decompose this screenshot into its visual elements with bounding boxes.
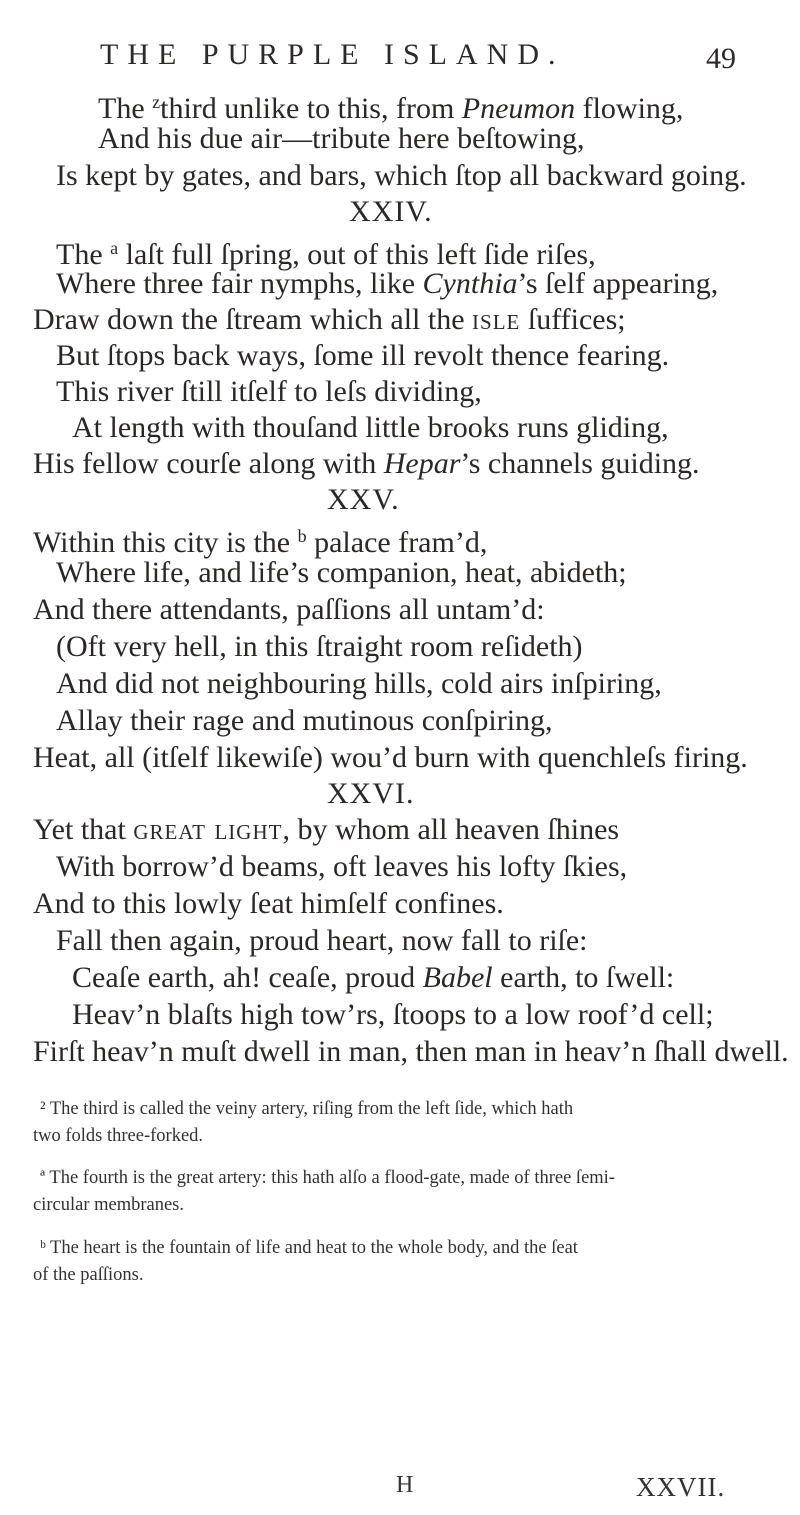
verse-line: Heav’n blaſts high tow’rs, ſtoops to a low roof’d cell;: [72, 998, 714, 1031]
footnote: of the paſſions.: [33, 1265, 144, 1285]
small-caps-word: isle: [472, 303, 521, 336]
proper-name: Hepar: [383, 447, 461, 480]
verse-line: And to this lowly ſeat himſelf confines.: [33, 887, 504, 920]
footnote-marker: b: [297, 526, 307, 546]
verse-line: But ſtops back ways, ſome ill revolt thence fearing.: [56, 339, 670, 372]
verse-line: Fall then again, proud heart, now fall to riſe:: [56, 924, 588, 957]
stanza-number: XXV.: [327, 483, 400, 516]
verse-line: This river ſtill itſelf to leſs dividing,: [56, 375, 482, 408]
verse-line: Ceaſe earth, ah! ceaſe, proud Babel earth, to ſwell:: [72, 961, 675, 994]
verse-line: The $^a$ laſt full ſpring, out of this left ſide riſes,: [56, 237, 596, 271]
footnote: two folds three-forked.: [33, 1126, 204, 1146]
verse-line: Where three fair nymphs, like Cynthia’s ſelf appearing,: [56, 267, 719, 300]
page-number: 49: [706, 42, 736, 75]
footnote-marker: z: [152, 92, 161, 112]
verse-line: Allay their rage and mutinous conſpiring,: [56, 704, 553, 737]
proper-name: Babel: [422, 961, 493, 994]
verse-line: And did not neighbouring hills, cold airs inſpiring,: [56, 667, 662, 700]
verse-line: Heat, all (itſelf likewiſe) wou’d burn with quenchleſs firing.: [33, 741, 748, 774]
stanza-number: XXIV.: [349, 195, 433, 228]
verse-line: And his due air—tribute here beſtowing,: [98, 122, 585, 155]
verse-line: The $^z$third unlike to this, from Pneumon flowing,: [98, 91, 684, 125]
verse-line: With borrow’d beams, oft leaves his lofty ſkies,: [56, 850, 628, 883]
signature-mark: H: [396, 1472, 414, 1498]
verse-line: Is kept by gates, and bars, which ſtop all backward going.: [56, 159, 747, 192]
small-caps-phrase: great light: [133, 813, 283, 846]
stanza-number: XXVI.: [327, 777, 415, 810]
proper-name: Pneumon: [461, 91, 576, 125]
verse-line: His fellow courſe along with Hepar’s channels guiding.: [33, 447, 700, 480]
verse-line: Draw down the ſtream which all the isle ſuffices;: [33, 303, 626, 336]
verse-line: And there attendants, paſſions all untam’d:: [33, 593, 545, 626]
footnote: ª The fourth is the great artery: this hath alſo a flood-gate, made of three ſemi-: [40, 1168, 615, 1188]
footnote-marker: a: [110, 238, 119, 258]
verse-line: At length with thouſand little brooks runs gliding,: [72, 411, 669, 444]
proper-name: Cynthia: [422, 267, 518, 300]
verse-line: Within this city is the $^b$ palace fram’d,: [33, 525, 488, 559]
verse-line: Yet that great light, by whom all heaven ſhines: [33, 813, 620, 846]
footnote: ᵇ The heart is the fountain of life and heat to the whole body, and the ſeat: [40, 1238, 578, 1258]
footnote: ² The third is called the veiny artery, riſing from the left ſide, which hath: [40, 1099, 574, 1119]
verse-line: (Oft very hell, in this ſtraight room reſideth): [56, 630, 583, 663]
verse-line: Firſt heav’n muſt dwell in man, then man in heav’n ſhall dwell.: [33, 1035, 789, 1068]
verse-line: Where life, and life’s companion, heat, abideth;: [56, 556, 627, 589]
footnote: circular membranes.: [33, 1195, 185, 1215]
catchword: XXVII.: [636, 1472, 726, 1502]
running-title: THE PURPLE ISLAND.: [100, 38, 565, 71]
